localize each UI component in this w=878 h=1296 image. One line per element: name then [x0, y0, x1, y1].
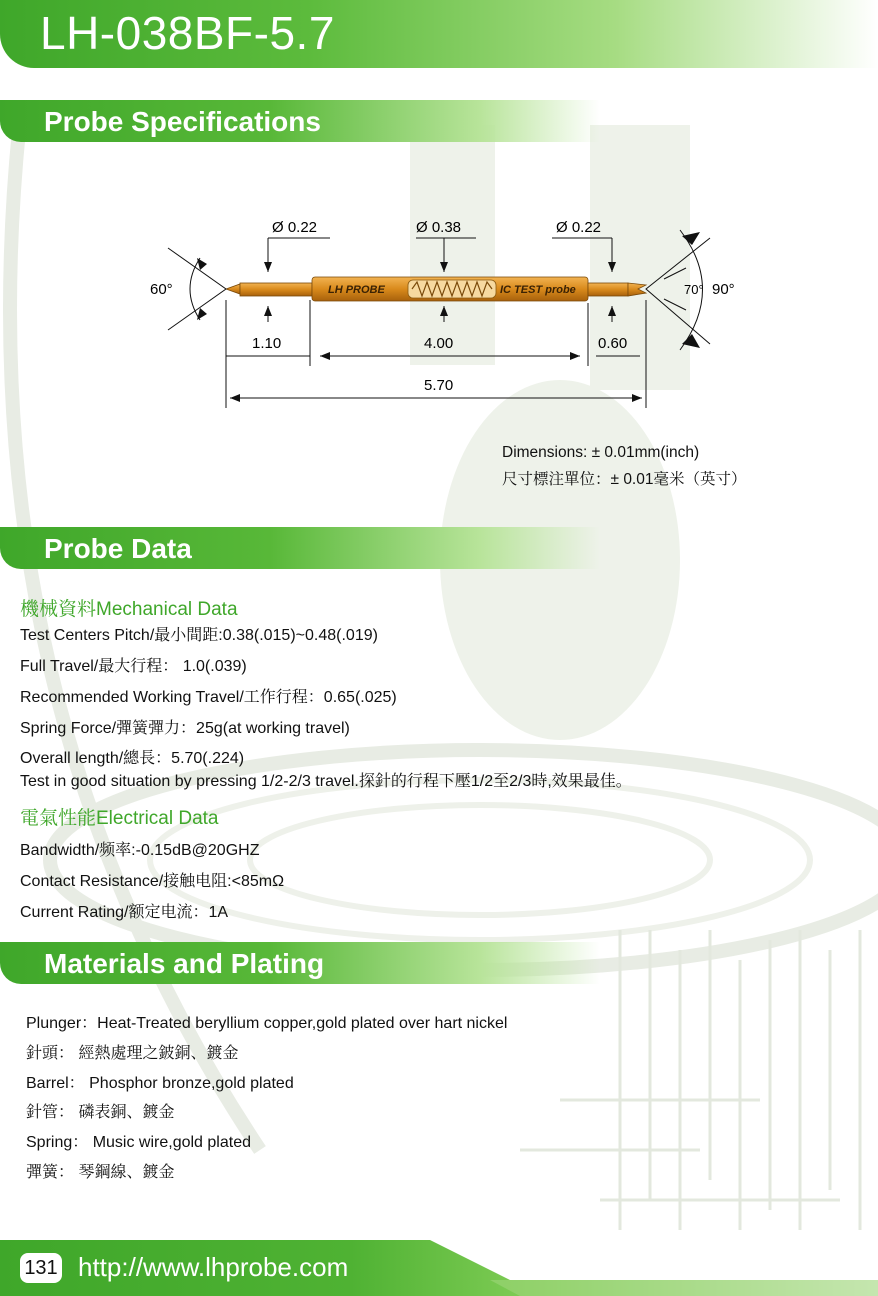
brand-right-label: IC TEST probe	[500, 284, 576, 296]
angle-right-label: 90°	[712, 281, 735, 298]
dimensions-en: Dimensions: ± 0.01mm(inch)	[502, 444, 700, 461]
plunger-right	[588, 283, 628, 296]
mechanical-heading: 機械資料Mechanical Data	[20, 599, 238, 620]
electrical-heading: 電氣性能Electrical Data	[20, 808, 219, 829]
dia-mid-label: Ø 0.38	[416, 219, 462, 236]
probe-tip-left	[226, 284, 240, 294]
length-2-label: 4.00	[424, 335, 454, 352]
brand-left-label: LH PROBE	[328, 284, 385, 296]
materials-line: Barrel： Phosphor bronze,gold plated	[26, 1075, 294, 1092]
dia-right-label: Ø 0.22	[556, 219, 602, 236]
plunger-left	[240, 283, 312, 296]
footer-accent	[430, 1240, 878, 1296]
website-link[interactable]: http://www.lhprobe.com	[78, 1252, 349, 1282]
electrical-line: Contact Resistance/接触电阻:<85mΩ	[20, 873, 285, 890]
angle-inner-label: 70°	[684, 282, 704, 297]
mechanical-line: Test Centers Pitch/最小間距:0.38(.015)~0.48(.019)	[20, 627, 378, 644]
mechanical-line: Full Travel/最大行程： 1.0(.039)	[20, 658, 247, 675]
length-total-label: 5.70	[424, 377, 454, 394]
dimensions-zh: 尺寸標注單位：± 0.01毫米（英寸）	[502, 471, 747, 488]
section-title-materials: Materials and Plating	[44, 948, 325, 979]
materials-line: 針管： 磷表銅、鍍金	[26, 1104, 175, 1121]
length-1-label: 1.10	[252, 335, 282, 352]
electrical-line: Bandwidth/频率:-0.15dB@20GHZ	[20, 842, 260, 859]
angle-left-label: 60°	[150, 281, 173, 298]
mechanical-line: Overall length/總長：5.70(.224)	[20, 750, 245, 767]
section-title-data: Probe Data	[44, 533, 192, 564]
section-banner-data	[0, 527, 600, 569]
electrical-line: Current Rating/额定电流：1A	[20, 904, 229, 921]
dia-left-label: Ø 0.22	[272, 219, 318, 236]
probe-drawing	[0, 0, 878, 520]
materials-line: 彈簧： 琴鋼線、鍍金	[26, 1164, 175, 1181]
materials-line: Plunger：Heat-Treated beryllium copper,gold plated over hart nickel	[26, 1015, 508, 1032]
page-number: 131	[20, 1253, 62, 1283]
section-banner-materials	[0, 942, 600, 984]
section-title-spec: Probe Specifications	[44, 106, 321, 137]
page-title: LH-038BF-5.7	[40, 7, 335, 59]
mechanical-line: Spring Force/彈簧彈力：25g(at working travel)	[20, 720, 350, 737]
materials-line: 針頭： 經熱處理之鈹銅、鍍金	[26, 1045, 239, 1062]
mechanical-line: Test in good situation by pressing 1/2-2/3 travel.探針的行程下壓1/2至2/3時,效果最佳。	[20, 773, 632, 790]
materials-line: Spring： Music wire,gold plated	[26, 1134, 251, 1151]
probe-crown-right	[628, 283, 646, 296]
length-3-label: 0.60	[598, 335, 628, 352]
mechanical-line: Recommended Working Travel/工作行程：0.65(.025)	[20, 689, 397, 706]
